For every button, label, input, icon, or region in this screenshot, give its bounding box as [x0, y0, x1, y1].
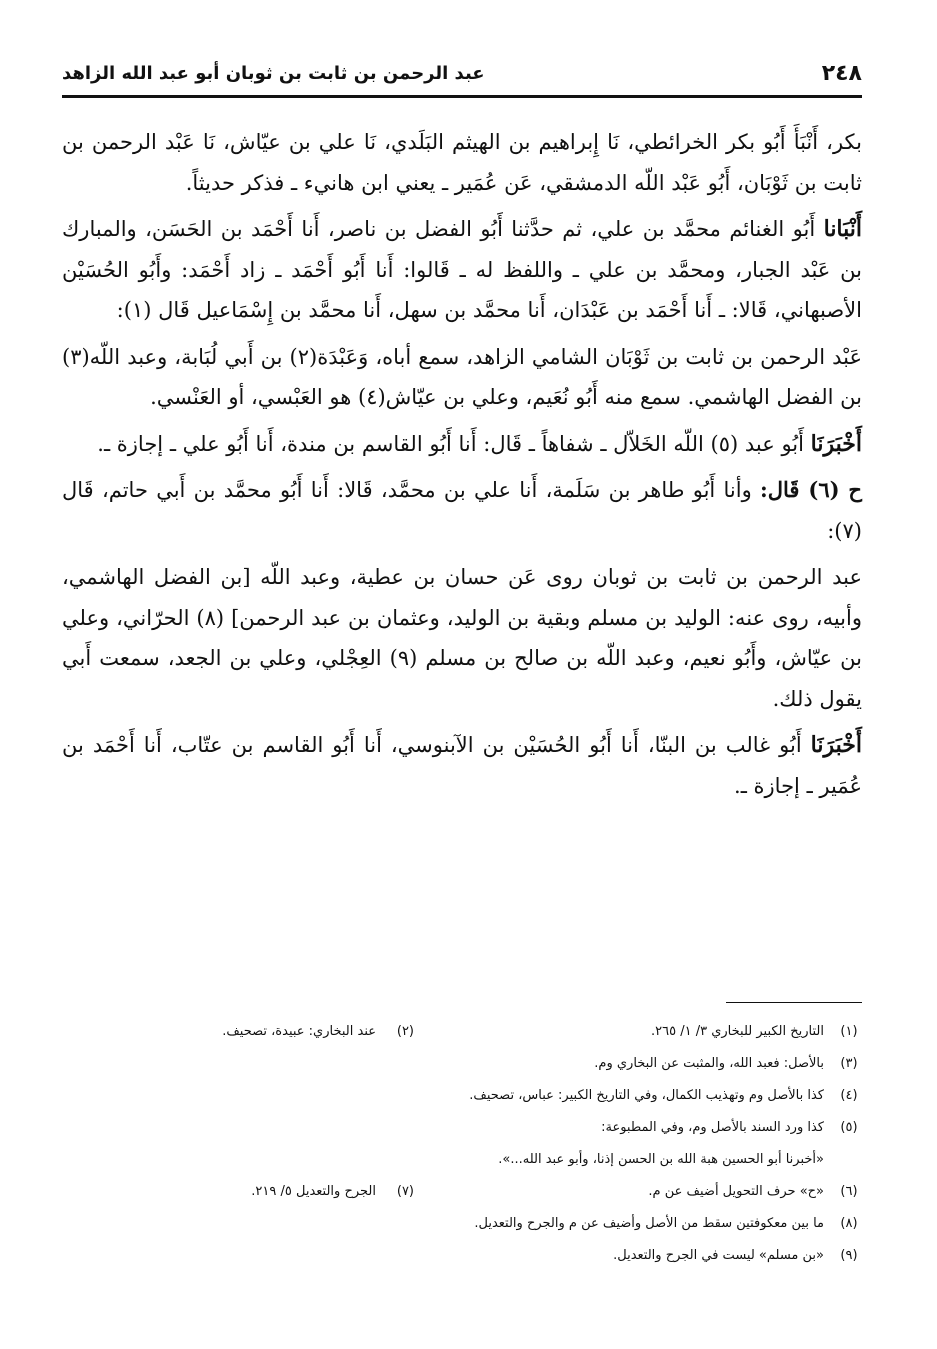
paragraph-4 — [62, 424, 862, 465]
footnotes — [140, 1016, 862, 1272]
footnote-number: (٦) — [840, 1184, 858, 1199]
page-header — [62, 55, 862, 93]
paragraph-6-text: عبد الرحمن بن ثابت بن ثوبان روى عَن حسان بن عطية، وعبد اللّه [بن الفضل الهاشمي، وأبيه، روى عنه: الوليد بن مسلم وبقية بن الوليد، وعثمان بن عبد الرحمن] (٨) الحرّاني، وعلي بن عيّاش، وأَبُو نعيم، وعبد اللّه بن صالح بن مسلم (٩) العِجْلي، وعلي بن الجعد، سمعت أَبي يقول ذلك. — [62, 565, 862, 711]
paragraph-2-text: أَبُو الغنائم محمَّد بن علي، ثم حدَّثنا أَبُو الفضل بن ناصر، أَنا أَحْمَد بن الحَسَن، والمبارك بن عَبْد الجبار، ومحمَّد بن علي ـ واللفظ له ـ قَالوا: أَنا أَبُو أَحْمَد ـ زاد أَحْمَد: وأَبُو الحُسَيْن الأصبهاني، قَالا: ـ أَنا أَحْمَد بن عَبْدَان، أَنا محمَّد بن سهل، أَنا محمَّد بن إِسْمَاعيل قَال (١): — [62, 217, 862, 322]
footnote-number: (٤) — [840, 1088, 858, 1103]
paragraph-7-text: أَبُو غالب بن البنّا، أَنا أَبُو الحُسَيْن بن الآبنوسي، أَنا أَبُو القاسم بن عتّاب، أَنا أَحْمَد بن عُمَير ـ إجازة ـ. — [62, 733, 862, 798]
footnote-row — [140, 1048, 862, 1080]
footnote-row — [140, 1240, 862, 1272]
footnote-text: كذا بالأصل وم وتهذيب الكمال، وفي التاريخ الكبير: عباس، تصحيف. — [469, 1088, 824, 1103]
footnote-text: الجرح والتعديل ٥/ ٢١٩. — [251, 1184, 376, 1199]
footnote-text: «ح» حرف التحويل أضيف عن م. — [648, 1184, 824, 1199]
paragraph-1-text: بكر، أَنْبَأَ أَبُو بكر الخرائطي، نَا إِبراهيم بن الهيثم البَلَدي، نَا علي بن عيّاش، نَا عَبْد الرحمن بن ثابت بن ثَوْبَان، أَبُو عَبْد اللّه الدمشقي، عَن عُمَير ـ يعني ابن هانيء ـ فذكر حديثاً. — [62, 130, 862, 195]
footnote-text: «أخبرنا أبو الحسين هبة الله بن الحسن إذنا، وأبو عبد الله...». — [498, 1152, 824, 1167]
footnote-row — [140, 1144, 862, 1176]
footnote-number: (٨) — [840, 1216, 858, 1231]
footnote-number: (٩) — [840, 1248, 858, 1263]
paragraph-2 — [62, 209, 862, 331]
paragraph-3 — [62, 337, 862, 418]
footnote-row — [140, 1080, 862, 1112]
paragraph-6 — [62, 557, 862, 719]
paragraph-3-text: عَبْد الرحمن بن ثابت بن ثَوْبَان الشامي الزاهد، سمع أباه، وَعَبْدَة(٢) بن أَبي لُبَابة، وعبد اللّه(٣) بن الفضل الهاشمي. سمع منه أَبُو نُعَيم، وعلي بن عيّاش(٤) هو العَبْسي، أو العَنْسي. — [62, 344, 862, 409]
header-rule — [62, 95, 862, 98]
footnote-text: بالأصل: فعبد الله، والمثبت عن البخاري وم. — [594, 1056, 824, 1071]
paragraph-7-lead: أَخْبَرَنَا — [810, 732, 862, 758]
paragraph-5-text: وأنا أَبُو طاهر بن سَلَمة، أَنا علي بن محمَّد، قَالا: أَنا أَبُو محمَّد بن أَبي حاتم، قَال (٧): — [62, 478, 862, 543]
paragraph-1 — [62, 122, 862, 203]
footnote-row — [140, 1112, 862, 1144]
footnote-text: التاريخ الكبير للبخاري ٣/ ١/ ٢٦٥. — [651, 1024, 824, 1039]
footnote-number: (٣) — [840, 1056, 858, 1071]
paragraph-5 — [62, 470, 862, 551]
footnote-row — [140, 1176, 862, 1208]
footnote-text: ما بين معكوفتين سقط من الأصل وأضيف عن م والجرح والتعديل. — [474, 1216, 824, 1231]
paragraph-7 — [62, 725, 862, 806]
footnote-row — [140, 1016, 862, 1048]
page-number: ٢٤٨ — [821, 61, 862, 86]
paragraph-2-lead: أَنْبَانا — [823, 216, 863, 242]
footnote-row — [140, 1208, 862, 1240]
footnote-number: (٢) — [396, 1024, 414, 1039]
main-text — [62, 122, 862, 812]
footnote-rule — [726, 1002, 862, 1003]
footnote-number: (٥) — [840, 1120, 858, 1135]
footnote-text: كذا ورد السند بالأصل وم، وفي المطبوعة: — [601, 1120, 824, 1135]
paragraph-5-lead: ح (٦) قَال: — [760, 477, 862, 502]
footnote-number: (٧) — [396, 1184, 414, 1199]
paragraph-4-text: أَبُو عبد (٥) اللّه الخَلاّل ـ شفاهاً ـ قَال: أَنا أَبُو القاسم بن مندة، أَنا أَبُو علي ـ إجازة ـ. — [97, 431, 804, 456]
footnote-text: «بن مسلم» ليست في الجرح والتعديل. — [613, 1248, 824, 1263]
paragraph-4-lead: أَخْبَرَنَا — [810, 430, 862, 457]
footnote-text: عند البخاري: عبيدة، تصحيف. — [222, 1024, 376, 1039]
running-title: عبد الرحمن بن ثابت بن ثوبان أبو عبد الله الزاهد — [62, 63, 485, 84]
footnote-number: (١) — [840, 1024, 858, 1039]
